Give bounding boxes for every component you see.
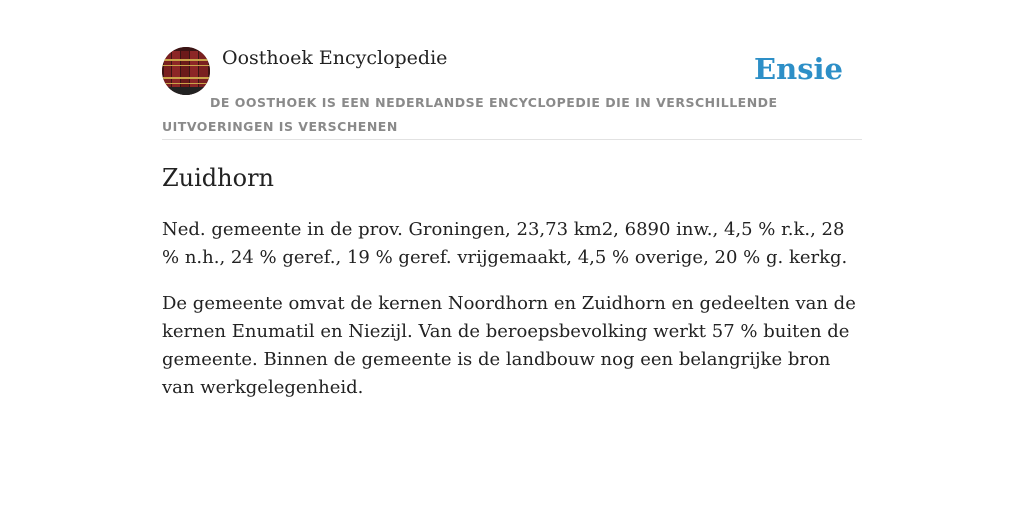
article bbox=[162, 162, 862, 402]
site-tagline: DE OOSTHOEK IS EEN NEDERLANDSE ENCYCLOPEDIE DIE IN VERSCHILLENDE UITVOERINGEN IS VERSCHENEN bbox=[162, 95, 778, 134]
encyclopedia-books-icon[interactable] bbox=[162, 47, 210, 95]
site-title[interactable]: Oosthoek Encyclopedie bbox=[222, 47, 448, 69]
article-paragraph: Ned. gemeente in de prov. Groningen, 23,73 km2, 6890 inw., 4,5 % r.k., 28 % n.h., 24 % geref., 19 % geref. vrijgemaakt, 4,5 % overige, 20 % g. kerkg. bbox=[162, 219, 848, 268]
site-header bbox=[162, 46, 862, 140]
article-title: Zuidhorn bbox=[162, 164, 275, 192]
article-paragraph: De gemeente omvat de kernen Noordhorn en Zuidhorn en gedeelten van de kernen Enumatil en Niezijl. Van de beroepsbevolking werkt 57 % buiten de gemeente. Binnen de gemeente is de landbouw nog een belangrijke bron van werkgelegenheid. bbox=[162, 293, 856, 398]
brand-logo[interactable]: Ensie bbox=[754, 52, 843, 86]
